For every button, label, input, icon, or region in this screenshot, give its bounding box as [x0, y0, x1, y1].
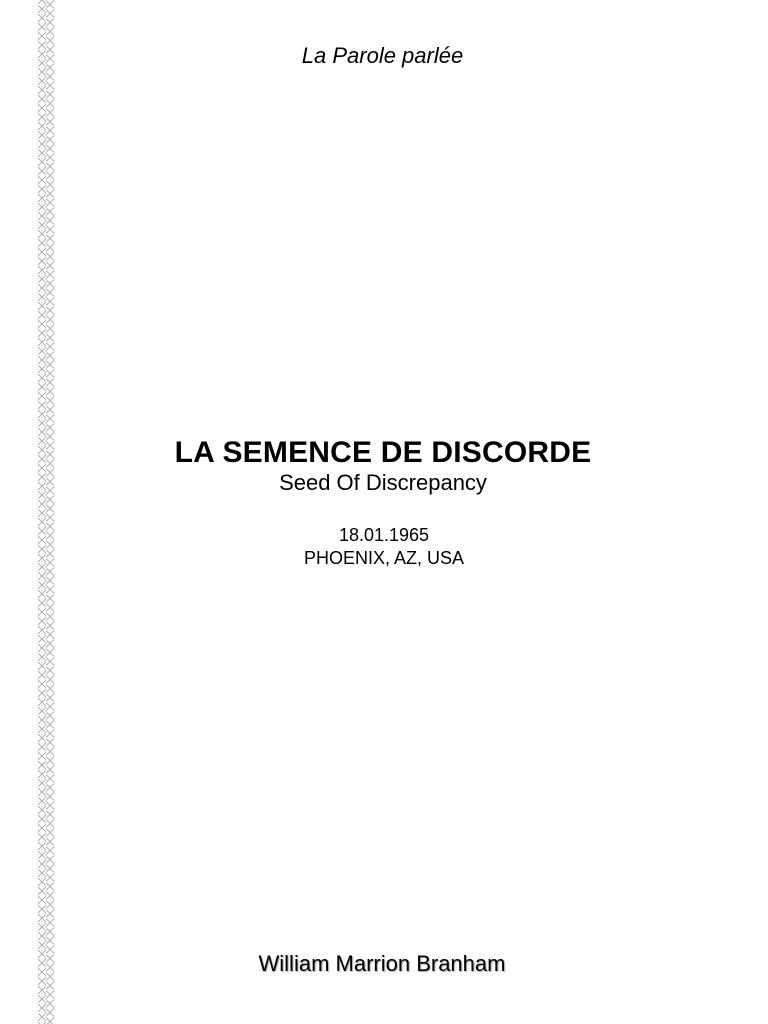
document-title: LA SEMENCE DE DISCORDE: [174, 436, 592, 469]
title-block: [0, 434, 768, 497]
author-name: William Marrion Branham: [258, 951, 506, 976]
crosshatch-border-icon: [38, 0, 62, 1024]
document-subtitle: Seed Of Discrepancy: [279, 470, 487, 495]
sermon-location: PHOENIX, AZ, USA: [303, 548, 465, 568]
sermon-date: 18.01.1965: [338, 525, 430, 545]
series-title-text: La Parole parlée: [301, 43, 464, 68]
series-title: [0, 42, 768, 70]
sermon-meta: [0, 524, 768, 570]
decorative-crosshatch-border: [38, 0, 62, 1024]
